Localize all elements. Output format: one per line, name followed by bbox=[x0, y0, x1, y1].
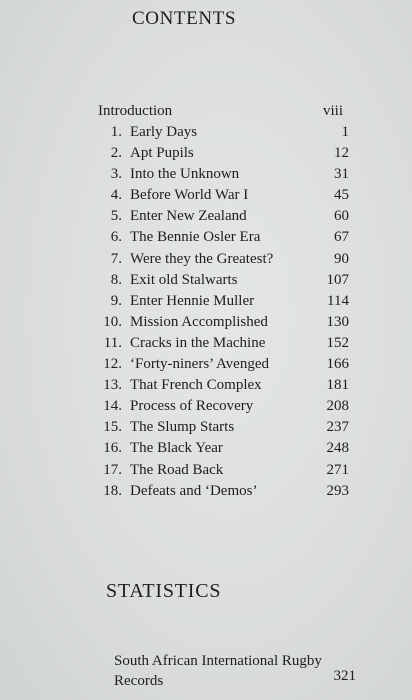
toc-chapter-number: 1. bbox=[110, 124, 122, 140]
toc-chapter-title: Before World War I bbox=[130, 187, 249, 204]
toc-chapter-row bbox=[96, 272, 349, 293]
toc-chapter-title: That French Complex bbox=[130, 377, 262, 394]
toc-chapter-number: 4. bbox=[110, 187, 122, 204]
toc-chapter-number: 14. bbox=[103, 398, 122, 415]
toc-chapter-title: The Black Year bbox=[130, 440, 223, 457]
toc-chapter-title: Cracks in the Machine bbox=[130, 334, 266, 351]
toc-chapter-row bbox=[96, 124, 349, 145]
toc-chapter-page: 1 bbox=[341, 124, 349, 140]
toc-introduction bbox=[96, 103, 349, 124]
toc-chapter-page: 12 bbox=[334, 145, 349, 162]
table-of-contents bbox=[96, 103, 349, 504]
toc-chapter-title: The Bennie Osler Era bbox=[130, 229, 261, 246]
toc-chapter-page: 152 bbox=[326, 334, 349, 351]
toc-chapter-page: 181 bbox=[326, 377, 349, 394]
toc-chapter-row bbox=[96, 440, 349, 461]
toc-chapter-title: Enter New Zealand bbox=[130, 208, 247, 225]
toc-chapter-page: 271 bbox=[326, 461, 349, 478]
toc-chapter-number: 17. bbox=[103, 461, 122, 478]
toc-chapter-row bbox=[96, 335, 349, 356]
chapter-list bbox=[96, 124, 349, 504]
statistics-entry-page: 321 bbox=[333, 668, 356, 684]
toc-chapter-number: 2. bbox=[110, 145, 122, 162]
toc-chapter-row bbox=[96, 166, 349, 187]
toc-chapter-row bbox=[96, 145, 349, 166]
toc-chapter-title: Enter Hennie Muller bbox=[130, 292, 255, 309]
toc-chapter-title: Defeats and ‘Demos’ bbox=[130, 482, 258, 499]
toc-chapter-page: 90 bbox=[334, 250, 349, 267]
toc-chapter-row bbox=[96, 462, 349, 483]
toc-chapter-page: 248 bbox=[326, 440, 349, 457]
toc-chapter-number: 15. bbox=[103, 419, 122, 436]
toc-chapter-number: 6. bbox=[110, 229, 122, 246]
toc-chapter-row bbox=[96, 251, 349, 272]
toc-chapter-number: 7. bbox=[110, 250, 122, 267]
toc-chapter-page: 293 bbox=[326, 482, 349, 499]
toc-chapter-page: 130 bbox=[326, 313, 349, 330]
toc-chapter-number: 5. bbox=[110, 208, 122, 225]
toc-chapter-number: 8. bbox=[110, 271, 122, 288]
toc-chapter-title: Apt Pupils bbox=[130, 145, 194, 162]
toc-chapter-title: Process of Recovery bbox=[130, 398, 254, 415]
toc-chapter-page: 166 bbox=[326, 356, 349, 373]
toc-chapter-row bbox=[96, 419, 349, 440]
toc-chapter-row bbox=[96, 377, 349, 398]
statistics-heading: STATISTICS bbox=[106, 580, 222, 602]
toc-chapter-number: 12. bbox=[103, 356, 122, 373]
toc-introduction-page: viii bbox=[322, 103, 343, 119]
toc-chapter-page: 107 bbox=[326, 271, 349, 288]
toc-chapter-page: 60 bbox=[334, 208, 349, 225]
toc-chapter-title: Into the Unknown bbox=[130, 166, 240, 183]
toc-chapter-row bbox=[96, 293, 349, 314]
toc-chapter-number: 11. bbox=[103, 334, 122, 351]
toc-chapter-row bbox=[96, 483, 349, 504]
toc-chapter-row bbox=[96, 208, 349, 229]
toc-chapter-page: 31 bbox=[334, 166, 349, 183]
contents-heading: CONTENTS bbox=[132, 8, 237, 29]
toc-chapter-number: 3. bbox=[110, 166, 122, 183]
toc-chapter-row bbox=[96, 356, 349, 377]
toc-chapter-title: Were they the Greatest? bbox=[130, 250, 274, 267]
toc-chapter-page: 67 bbox=[334, 229, 349, 246]
statistics-entry bbox=[114, 651, 364, 691]
toc-chapter-row bbox=[96, 398, 349, 419]
toc-chapter-title: Early Days bbox=[130, 124, 198, 140]
toc-chapter-title: The Road Back bbox=[130, 461, 224, 478]
toc-chapter-page: 208 bbox=[326, 398, 349, 415]
toc-chapter-number: 13. bbox=[103, 377, 122, 394]
toc-chapter-number: 18. bbox=[103, 482, 122, 499]
toc-chapter-row bbox=[96, 314, 349, 335]
toc-chapter-title: ‘Forty-niners’ Avenged bbox=[130, 356, 269, 373]
toc-chapter-page: 237 bbox=[326, 419, 349, 436]
toc-chapter-row bbox=[96, 229, 349, 250]
statistics-entry-title-line1: South African International Rugby bbox=[114, 653, 322, 669]
toc-chapter-row bbox=[96, 187, 349, 208]
toc-chapter-title: The Slump Starts bbox=[130, 419, 235, 436]
toc-chapter-title: Mission Accomplished bbox=[130, 313, 268, 330]
toc-introduction-title: Introduction bbox=[98, 103, 173, 119]
statistics-entry-title-line2: Records bbox=[114, 673, 164, 689]
toc-chapter-number: 16. bbox=[103, 440, 122, 457]
toc-chapter-page: 45 bbox=[334, 187, 349, 204]
toc-chapter-title: Exit old Stalwarts bbox=[130, 271, 238, 288]
toc-chapter-number: 9. bbox=[110, 292, 122, 309]
toc-chapter-page: 114 bbox=[327, 292, 349, 309]
toc-chapter-number: 10. bbox=[103, 313, 122, 330]
